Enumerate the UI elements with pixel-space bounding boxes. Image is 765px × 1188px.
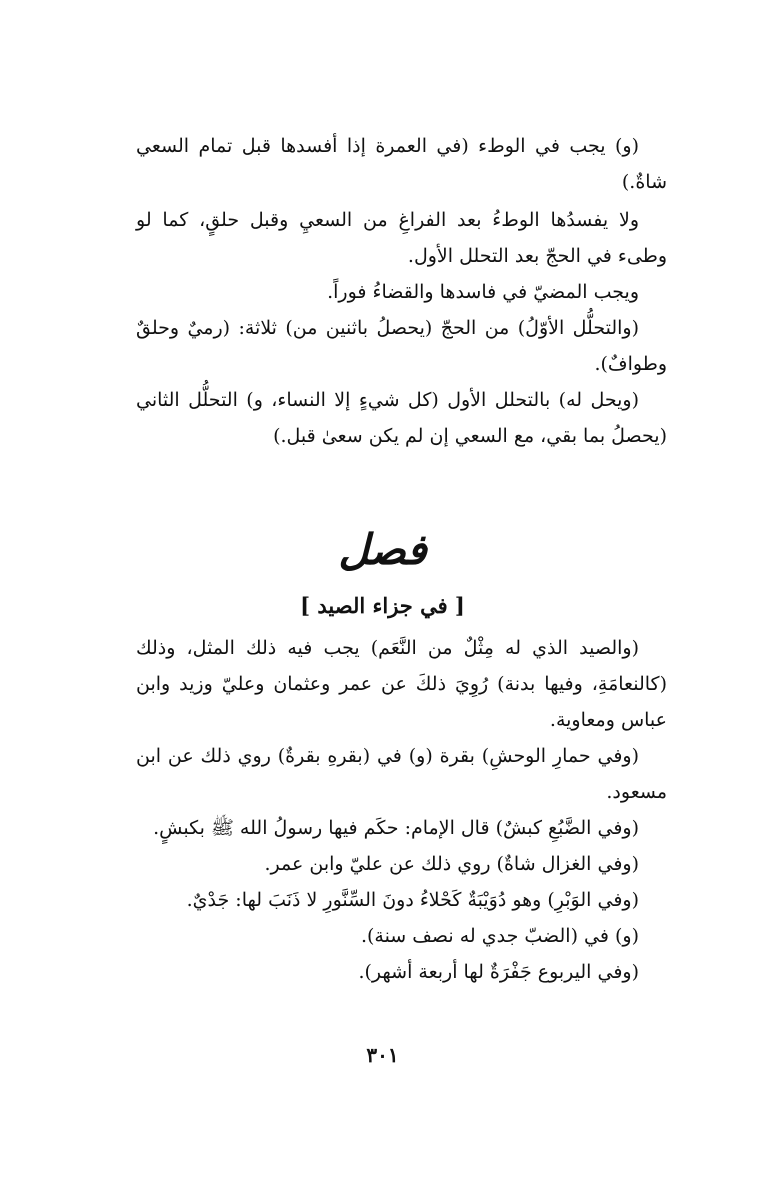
bottom-text-block <box>136 630 667 990</box>
paragraph-continue-and-makeup: ويجب المضيّ في فاسدها والقضاءُ فوراً. <box>327 281 639 303</box>
top-text-block <box>136 128 667 454</box>
paragraph-lizard: (و) في (الضبّ جدي له نصف سنة). <box>360 925 639 947</box>
paragraph-second-release: (ويحل له) بالتحلل الأول (كل شيءٍ إلا النساء، و) التحلُّل الثاني (يحصلُ بما بقي، مع السعي إن لم يكن سعىٰ قبل.) <box>136 389 667 447</box>
paragraph-game-with-equivalent: (والصيد الذي له مِثْلٌ من النَّعَم) يجب فيه ذلك المثل، وذلك (كالنعامَةِ، وفيها بدنة) رُوِيَ ذلكَ عن عمر وعثمان وعليّ وزيد وابن عباس ومعاوية. <box>136 637 667 731</box>
section-heading: فصل <box>338 525 427 574</box>
section-subtitle: [ في جزاء الصيد ] <box>300 593 465 618</box>
paragraph-umrah-sacrifice: (و) يجب في الوطء (في العمرة إذا أفسدها قبل تمام السعي شاةٌ.) <box>136 135 667 193</box>
paragraph-hyena: (وفي الضَّبُعِ كبشٌ) قال الإمام: حكَم فيها رسولُ الله ﷺ بكبشٍ. <box>153 817 639 839</box>
paragraph-umrah-not-invalidated: ولا يفسدُها الوطءُ بعد الفراغِ من السعيِ وقبل حلقٍ، كما لو وطىء في الحجّ بعد التحلل الأول. <box>136 209 667 267</box>
paragraph-hyrax: (وفي الوَبْرِ) وهو دُوَيْبَةٌ كَحْلاءُ دونَ السِّنَّورِ لا ذَنَبَ لها: جَدْيٌ. <box>186 889 639 911</box>
paragraph-gazelle: (وفي الغزال شاةٌ) روي ذلك عن عليّ وابن عمر. <box>264 853 639 875</box>
paragraph-jerboa: (وفي اليربوع جَفْرَةٌ لها أربعة أشهر). <box>358 961 639 983</box>
page-number: ٣٠١ <box>366 1043 399 1067</box>
paragraph-wild-donkey: (وفي حمارِ الوحشِ) بقرة (و) في (بقرهِ بقرةٌ) روي ذلك عن ابن مسعود. <box>136 745 667 803</box>
paragraph-first-release: (والتحلُّل الأوّلُ) من الحجّ (يحصلُ باثنين من) ثلاثة: (رميٌ وحلقٌ وطوافٌ). <box>136 317 667 375</box>
